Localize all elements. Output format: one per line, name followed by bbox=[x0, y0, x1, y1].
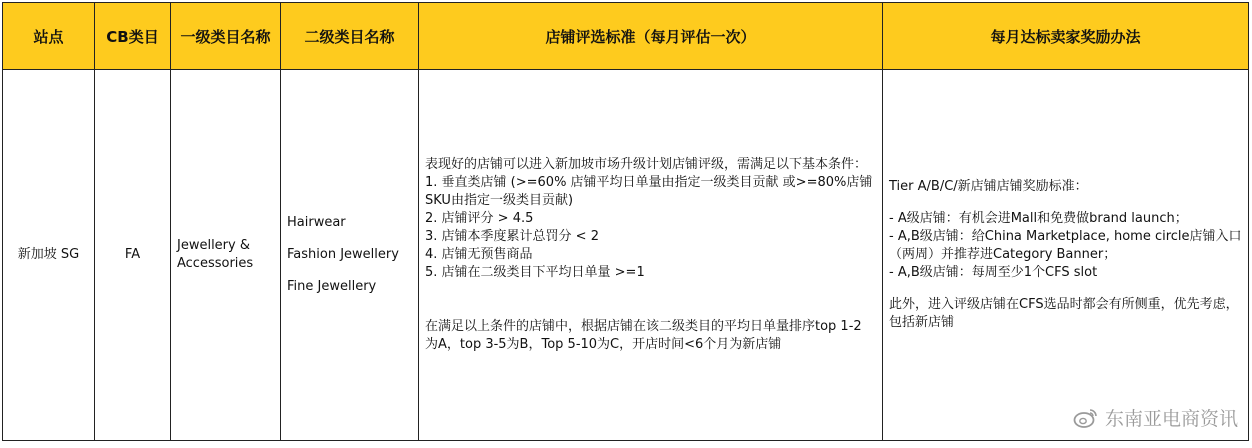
cell-cb: FA bbox=[95, 70, 171, 441]
table-row bbox=[3, 70, 1249, 441]
level2-item: Fine Jewellery bbox=[287, 279, 377, 294]
cell-level2-category bbox=[281, 70, 419, 441]
criteria-ranking: 在满足以上条件的店铺中，根据店铺在该二级类目的平均日单量排序top 1-2 为A，top 3-5为B，Top 5-10为C，开店时间<6个月为新店铺 bbox=[425, 319, 862, 352]
criteria-item: 1. 垂直类店铺 (>=60% 店铺平均日单量由指定一级类目贡献 或>=80%店铺SKU由指定一级类目贡献) bbox=[425, 175, 873, 208]
header-reward: 每月达标卖家奖励办法 bbox=[883, 3, 1249, 70]
criteria-item: 2. 店铺评分 > 4.5 bbox=[425, 211, 534, 226]
criteria-intro: 表现好的店铺可以进入新加坡市场升级计划店铺评级，需满足以下基本条件： bbox=[425, 157, 868, 172]
criteria-item: 4. 店铺无预售商品 bbox=[425, 247, 533, 262]
seller-tier-table bbox=[2, 2, 1249, 441]
cell-criteria bbox=[419, 70, 883, 441]
reward-item: - A,B级店铺：给China Marketplace, home circle店铺入口 （两周）并推荐进Category Banner； bbox=[889, 229, 1242, 262]
header-row bbox=[3, 3, 1249, 70]
header-site: 站点 bbox=[3, 3, 95, 70]
cell-site: 新加坡 SG bbox=[3, 70, 95, 441]
cell-reward bbox=[883, 70, 1249, 441]
reward-title: Tier A/B/C/新店铺店铺奖励标准： bbox=[889, 179, 1088, 194]
reward-note: 此外，进入评级店铺在CFS选品时都会有所侧重，优先考虑，包括新店铺 bbox=[889, 297, 1239, 330]
header-cb-category: CB类目 bbox=[95, 3, 171, 70]
level2-item: Hairwear bbox=[287, 215, 346, 230]
weibo-icon bbox=[1073, 407, 1099, 429]
criteria-item: 3. 店铺本季度累计总罚分 < 2 bbox=[425, 229, 599, 244]
header-level2-category: 二级类目名称 bbox=[281, 3, 419, 70]
header-level1-category: 一级类目名称 bbox=[171, 3, 281, 70]
cell-level1-category: Jewellery & Accessories bbox=[171, 70, 281, 441]
watermark-text: 东南亚电商资讯 bbox=[1104, 408, 1238, 430]
reward-item: - A级店铺：有机会进Mall和免费做brand launch； bbox=[889, 211, 1188, 226]
level2-item: Fashion Jewellery bbox=[287, 247, 399, 262]
criteria-item: 5. 店铺在二级类目下平均日单量 >=1 bbox=[425, 265, 645, 280]
watermark bbox=[1073, 404, 1238, 431]
reward-item: - A,B级店铺：每周至少1个CFS slot bbox=[889, 265, 1098, 280]
header-criteria: 店铺评选标准（每月评估一次） bbox=[419, 3, 883, 70]
